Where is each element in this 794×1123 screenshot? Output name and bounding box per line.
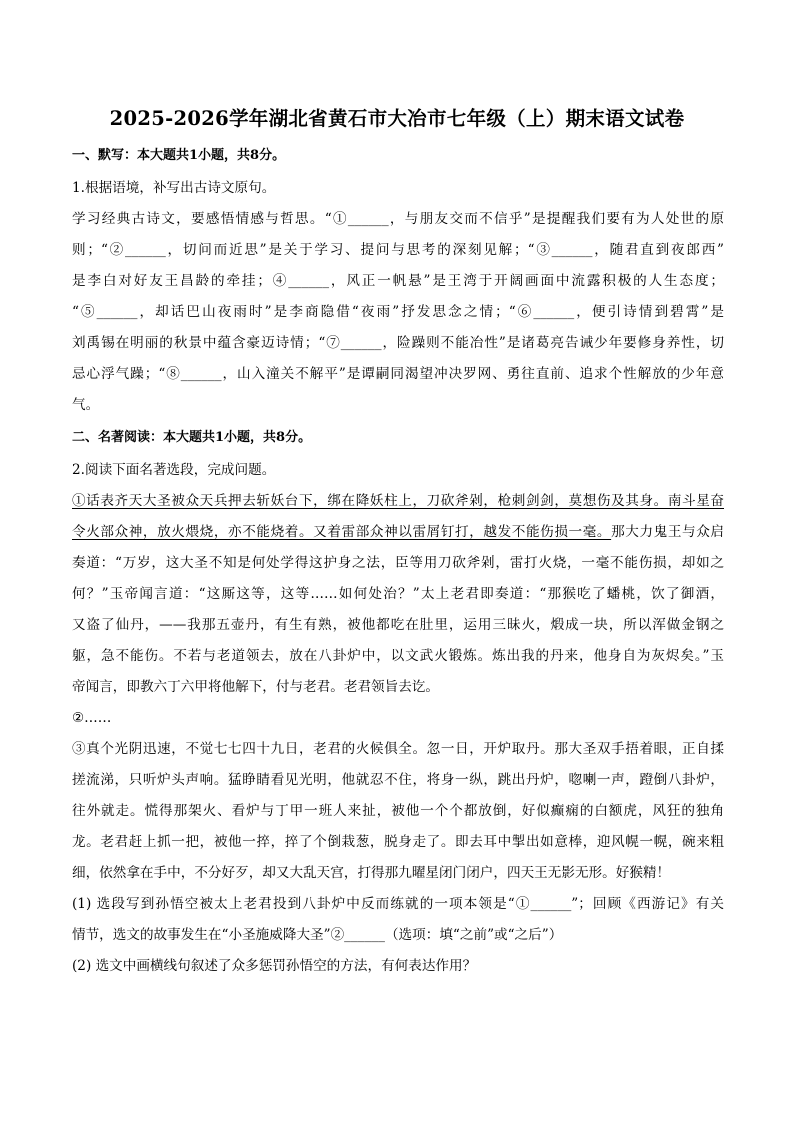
exam-content (72, 144, 724, 982)
excerpt-passage-3 (72, 734, 724, 889)
question-stem: 1.根据语境，补写出古诗文原句。 (72, 180, 276, 196)
passage-line: 刘禹锡在明丽的秋景中蕴含豪迈诗情；“⑦______，险躁则不能冶性”是诸葛亮告诫少年要修身养性，切 (72, 335, 724, 351)
underlined-sentence: ①话表齐天大圣被众天兵押去斩妖台下，绑在降妖柱上，刀砍斧剁，枪刺剑剑，莫想伤及其身。南斗星奋 (72, 493, 724, 509)
passage-line: 则；“②______，切问而近思”是关于学习、提问与思考的深刻见解；“③______，随君直到夜郎西” (72, 242, 724, 258)
passage-line: 忌心浮气躁；“⑧______，山入潼关不解平”是谭嗣同渴望冲决罗网、勇往直前、追求个性解放的少年意 (72, 366, 724, 382)
passage-line: 又盗了仙丹，——我那五壶丹，有生有熟，被他都吃在肚里，运用三昧火，煅成一块，所以浑做金钢之 (72, 617, 724, 633)
excerpt-passage-1 (72, 486, 724, 703)
passage-line: 奏道：“万岁，这大圣不知是何处学得这护身之法，臣等用刀砍斧剁，雷打火烧，一毫不能伤损，却如之 (72, 555, 724, 571)
passage-line: 龙。老君赶上抓一把，被他一捽，捽了个倒栽葱，脱身走了。即去耳中掣出如意棒，迎风幌一幌，碗来粗 (72, 834, 724, 850)
section-heading: 二、名著阅读：本大题共1小题，共8分。 (72, 430, 312, 445)
passage-line: ③真个光阴迅速，不觉七七四十九日，老君的火候俱全。忽一日，开炉取丹。那大圣双手捂着眼，正自揉 (72, 741, 724, 757)
passage-line: 是李白对好友王昌龄的牵挂；④______，风正一帆悬”是王湾于开阔画面中流露积极的人生态度； (72, 273, 724, 289)
passage-line: 帝闻言，即教六丁六甲将他解下，付与老君。老君领旨去讫。 (72, 679, 440, 695)
underlined-sentence: 令火部众神，放火煨烧，亦不能烧着。又着雷部众神以雷屑钉打，越发不能伤损一毫。 (72, 524, 612, 540)
passage-line: 何？”玉帝闻言道：“这厮这等，这等……如何处治？”太上老君即奏道：“那猴吃了蟠桃，饮了御酒， (72, 586, 724, 602)
passage-line: 学习经典古诗文，要感悟情感与哲思。“①______，与朋友交而不信乎”是提醒我们要有为人处世的原 (72, 211, 724, 227)
page-title: 2025-2026学年湖北省黄石市大冶市七年级（上）期末语文试卷 (109, 107, 685, 130)
passage-line: 细，依然拿在手中，不分好歹，却又大乱天宫，打得那九曜星闭门闭户，四天王无影无形。好猴精！ (72, 865, 671, 881)
passage-line: “⑤______，却话巴山夜雨时”是李商隐借“夜雨”抒发思念之情；“⑥______，便引诗情到碧霄”是 (72, 304, 724, 320)
question-line: (1) 选段写到孙悟空被太上老君投到八卦炉中反而练就的一项本领是“①______”；回顾《西游记》有关 (72, 896, 724, 912)
passage-line: 搓流涕，只听炉头声响。猛睁睛看见光明，他就忍不住，将身一纵，跳出丹炉，唿喇一声，蹬倒八卦炉， (72, 772, 724, 788)
fill-in-passage (72, 204, 724, 421)
question-line: 情节，选文的故事发生在“小圣施威降大圣”②______（选项：填“之前”或“之后”） (72, 927, 563, 943)
passage-line: 气。 (72, 397, 100, 413)
sub-question-1 (72, 889, 724, 951)
passage-line (72, 486, 724, 517)
excerpt-passage-2: ②…… (72, 710, 112, 726)
passage-line: 躯，急不能伤。不若与老道领去，放在八卦炉中，以文武火锻炼。炼出我的丹来，他身自为灰烬矣。”玉 (72, 648, 724, 664)
passage-line: 令火部众神，放火煨烧，亦不能烧着。又着雷部众神以雷屑钉打，越发不能伤损一毫。那大力鬼王与众启 (72, 524, 724, 540)
passage-line: 往外就走。慌得那架火、看炉与丁甲一班人来扯，被他一个个都放倒，好似癫痫的白额虎，风狂的独角 (72, 803, 724, 819)
question-stem: 2.阅读下面名著选段，完成问题。 (72, 462, 276, 478)
sub-question-2: (2) 选文中画横线句叙述了众多惩罚孙悟空的方法，有何表达作用？ (72, 958, 477, 974)
section-heading: 一、默写：本大题共1小题，共8分。 (72, 148, 286, 163)
